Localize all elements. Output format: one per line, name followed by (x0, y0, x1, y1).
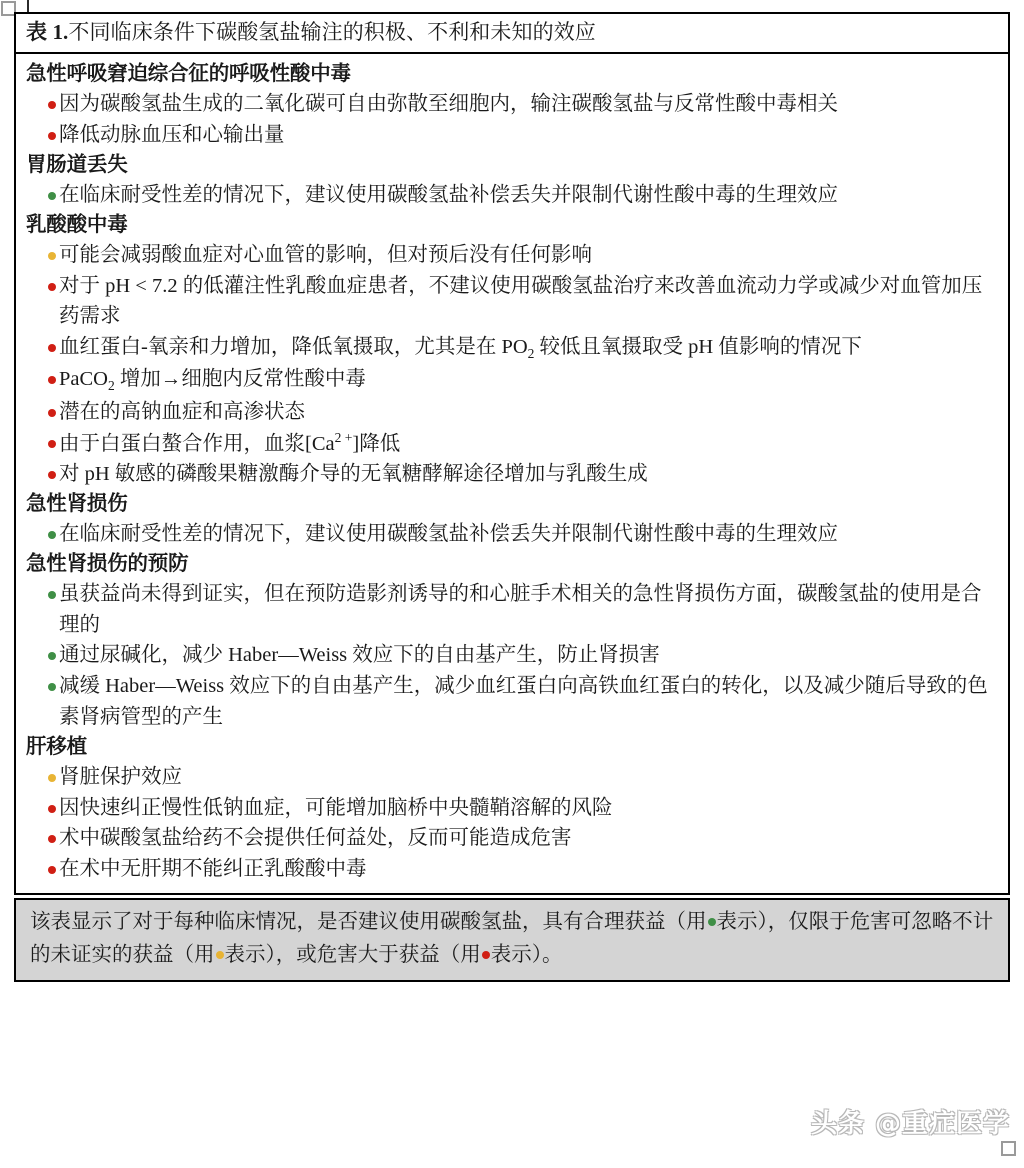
section-heading: 急性肾损伤 (26, 492, 128, 515)
footnote-part-2: 表示），仅限于危害可忽略不计的未证实的获益（用 (30, 910, 994, 966)
bullet-item (26, 671, 998, 733)
bullet-item-text: 在临床耐受性差的情况下，建议使用碳酸氢盐补偿丢失并限制代谢性酸中毒的生理效应 (59, 523, 838, 546)
bullet-item-text: PaCO$_2$ 增加→细胞内反常性酸中毒 (59, 368, 366, 394)
bullet-item (26, 240, 998, 271)
footnote-part-1: 该表显示了对于每种临床情况，是否建议使用碳酸氢盐，具有合理获益（用 (30, 910, 707, 933)
bullet-item-text: 降低动脉血压和心输出量 (59, 124, 285, 147)
table-caption-text: 不同临床条件下碳酸氢盐输注的积极、不利和未知的效应 (68, 20, 596, 44)
watermark: 头条 @重症医学 (810, 1109, 1010, 1139)
bullet-red-icon (48, 344, 56, 352)
bullet-item-text: 肾脏保护效应 (59, 765, 182, 788)
bullet-orange-icon (48, 774, 56, 782)
bullet-green-icon (48, 683, 56, 691)
table-body (14, 54, 1010, 895)
bullet-orange-icon (48, 252, 56, 260)
table-document (14, 12, 1010, 982)
bullet-item-text: 可能会减弱酸血症对心血管的影响，但对预后没有任何影响 (59, 243, 592, 266)
bullet-red-icon (48, 376, 56, 384)
bullet-green-icon (48, 192, 56, 200)
bullet-green-icon (48, 591, 56, 599)
bullet-item (26, 180, 998, 211)
table-footnote (14, 898, 1010, 982)
bullet-item-text: 通过尿碱化，减少 Haber—Weiss 效应下的自由基产生，防止肾损害 (59, 644, 660, 667)
bullet-item (26, 793, 998, 824)
bullet-red-icon (48, 101, 56, 109)
page-corner-mark-bottom-right (1001, 1141, 1016, 1156)
table-number-label: 表 1. (26, 20, 69, 44)
section-heading: 乳酸酸中毒 (26, 213, 128, 236)
bullet-item (26, 579, 998, 641)
bullet-item (26, 332, 998, 364)
bullet-item (26, 762, 998, 793)
bullet-green-icon (48, 531, 56, 539)
section-heading: 急性肾损伤的预防 (26, 552, 189, 575)
bullet-item-text: 对 pH 敏感的磷酸果糖激酶介导的无氧糖酵解途径增加与乳酸生成 (59, 463, 648, 486)
bullet-item (26, 823, 998, 854)
bullet-item-text: 由于白蛋白螯合作用，血浆$[Ca^{2 +}]$降低 (59, 429, 401, 455)
bullet-item (26, 519, 998, 550)
bullet-item (26, 89, 998, 120)
bullet-red-icon (48, 805, 56, 813)
bullet-red-icon (48, 409, 56, 417)
bullet-item-text: 因快速纠正慢性低钠血症，可能增加脑桥中央髓鞘溶解的风险 (59, 796, 613, 819)
bullet-item (26, 120, 998, 151)
footnote-part-4: 表示）。 (490, 943, 563, 966)
bullet-item (26, 397, 998, 428)
bullet-item-text: 潜在的高钠血症和高渗状态 (59, 400, 305, 423)
bullet-red-icon (48, 835, 56, 843)
table-caption-row (14, 12, 1010, 54)
bullet-item (26, 428, 998, 460)
bullet-item (26, 640, 998, 671)
bullet-red-icon (48, 283, 56, 291)
bullet-green-icon (48, 652, 56, 660)
bullet-item (26, 364, 998, 396)
bullet-item-text: 对于 pH < 7.2 的低灌注性乳酸血症患者，不建议使用碳酸氢盐治疗来改善血流动力学或减少对血管加压药需求 (59, 274, 983, 328)
bullet-item-text: 在临床耐受性差的情况下，建议使用碳酸氢盐补偿丢失并限制代谢性酸中毒的生理效应 (59, 183, 838, 206)
legend-dot-red (482, 951, 490, 959)
section-heading: 肝移植 (26, 735, 87, 758)
bullet-item (26, 459, 998, 490)
bullet-red-icon (48, 471, 56, 479)
bullet-item (26, 854, 998, 885)
bullet-red-icon (48, 440, 56, 448)
bullet-red-icon (48, 132, 56, 140)
bullet-item-text: 在术中无肝期不能纠正乳酸酸中毒 (59, 858, 367, 881)
bullet-item-text: 虽获益尚未得到证实，但在预防造影剂诱导的和心脏手术相关的急性肾损伤方面，碳酸氢盐的使用是合理的 (59, 582, 982, 636)
legend-dot-orange (216, 951, 224, 959)
bullet-item-text: 术中碳酸氢盐给药不会提供任何益处，反而可能造成危害 (59, 827, 572, 850)
legend-dot-green (708, 918, 716, 926)
bullet-item-text: 因为碳酸氢盐生成的二氧化碳可自由弥散至细胞内，输注碳酸氢盐与反常性酸中毒相关 (59, 93, 838, 116)
bullet-item-text: 血红蛋白-氧亲和力增加，降低氧摄取，尤其是在 $PO_2$ 较低且氧摄取受 pH 值影响的情况下 (59, 336, 862, 362)
section-heading: 胃肠道丢失 (26, 153, 128, 176)
footnote-part-3: 表示），或危害大于获益（用 (224, 943, 481, 966)
bullet-item-text: 减缓 Haber—Weiss 效应下的自由基产生，减少血红蛋白向高铁血红蛋白的转化，以及减少随后导致的色素肾病管型的产生 (59, 675, 988, 728)
bullet-item (26, 271, 998, 333)
table-caption (26, 19, 998, 45)
section-heading: 急性呼吸窘迫综合征的呼吸性酸中毒 (26, 63, 351, 86)
bullet-red-icon (48, 866, 56, 874)
